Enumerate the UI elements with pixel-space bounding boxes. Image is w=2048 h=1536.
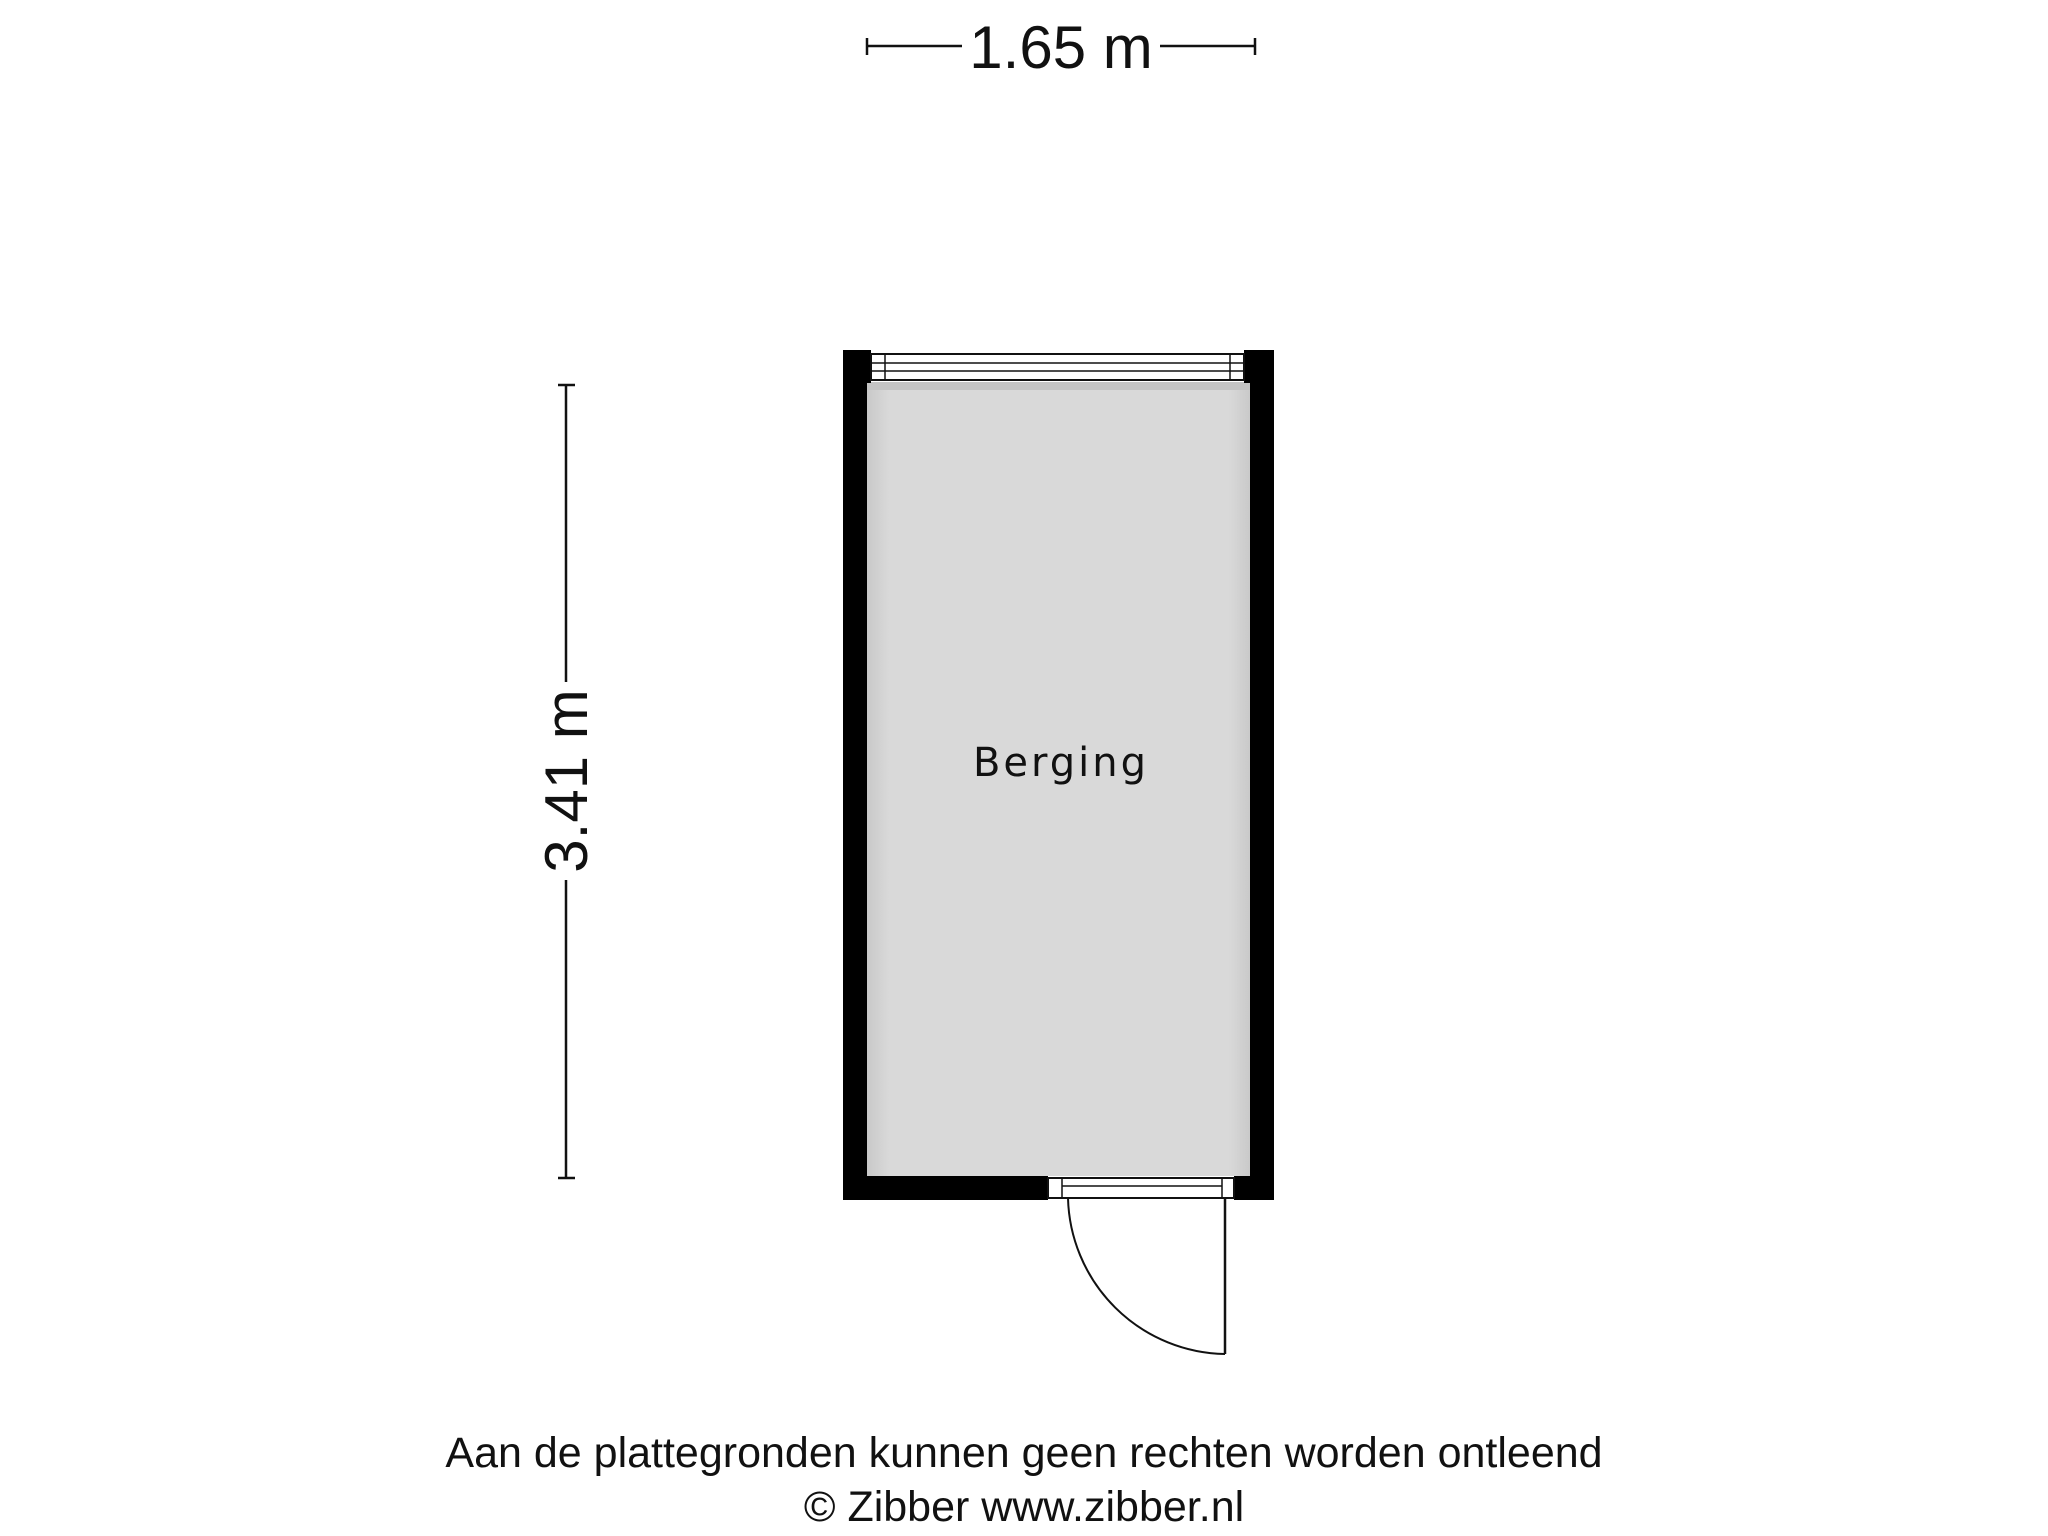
width-label: 1.65 m [969,14,1153,81]
door-swing-arc [1068,1198,1225,1354]
copyright-text: © Zibber www.zibber.nl [803,1483,1245,1531]
wall-top-left [843,350,871,383]
window [871,354,1244,380]
depth-dimension [533,385,600,1178]
room-floor-top-shadow [866,382,1252,390]
wall-top-right [1244,350,1274,383]
door [1048,1178,1234,1354]
depth-label: 3.41 m [533,689,600,873]
width-dimension [866,14,1256,81]
wall-bottom-left [843,1176,1048,1200]
disclaimer-text: Aan de plattegronden kunnen geen rechten worden ontleend [445,1429,1603,1477]
wall-left [843,350,867,1200]
door-frame [1048,1178,1234,1198]
room-name: Berging [972,740,1150,786]
window-frame [871,354,1244,380]
wall-bottom-right [1234,1176,1274,1200]
wall-right [1250,350,1274,1200]
